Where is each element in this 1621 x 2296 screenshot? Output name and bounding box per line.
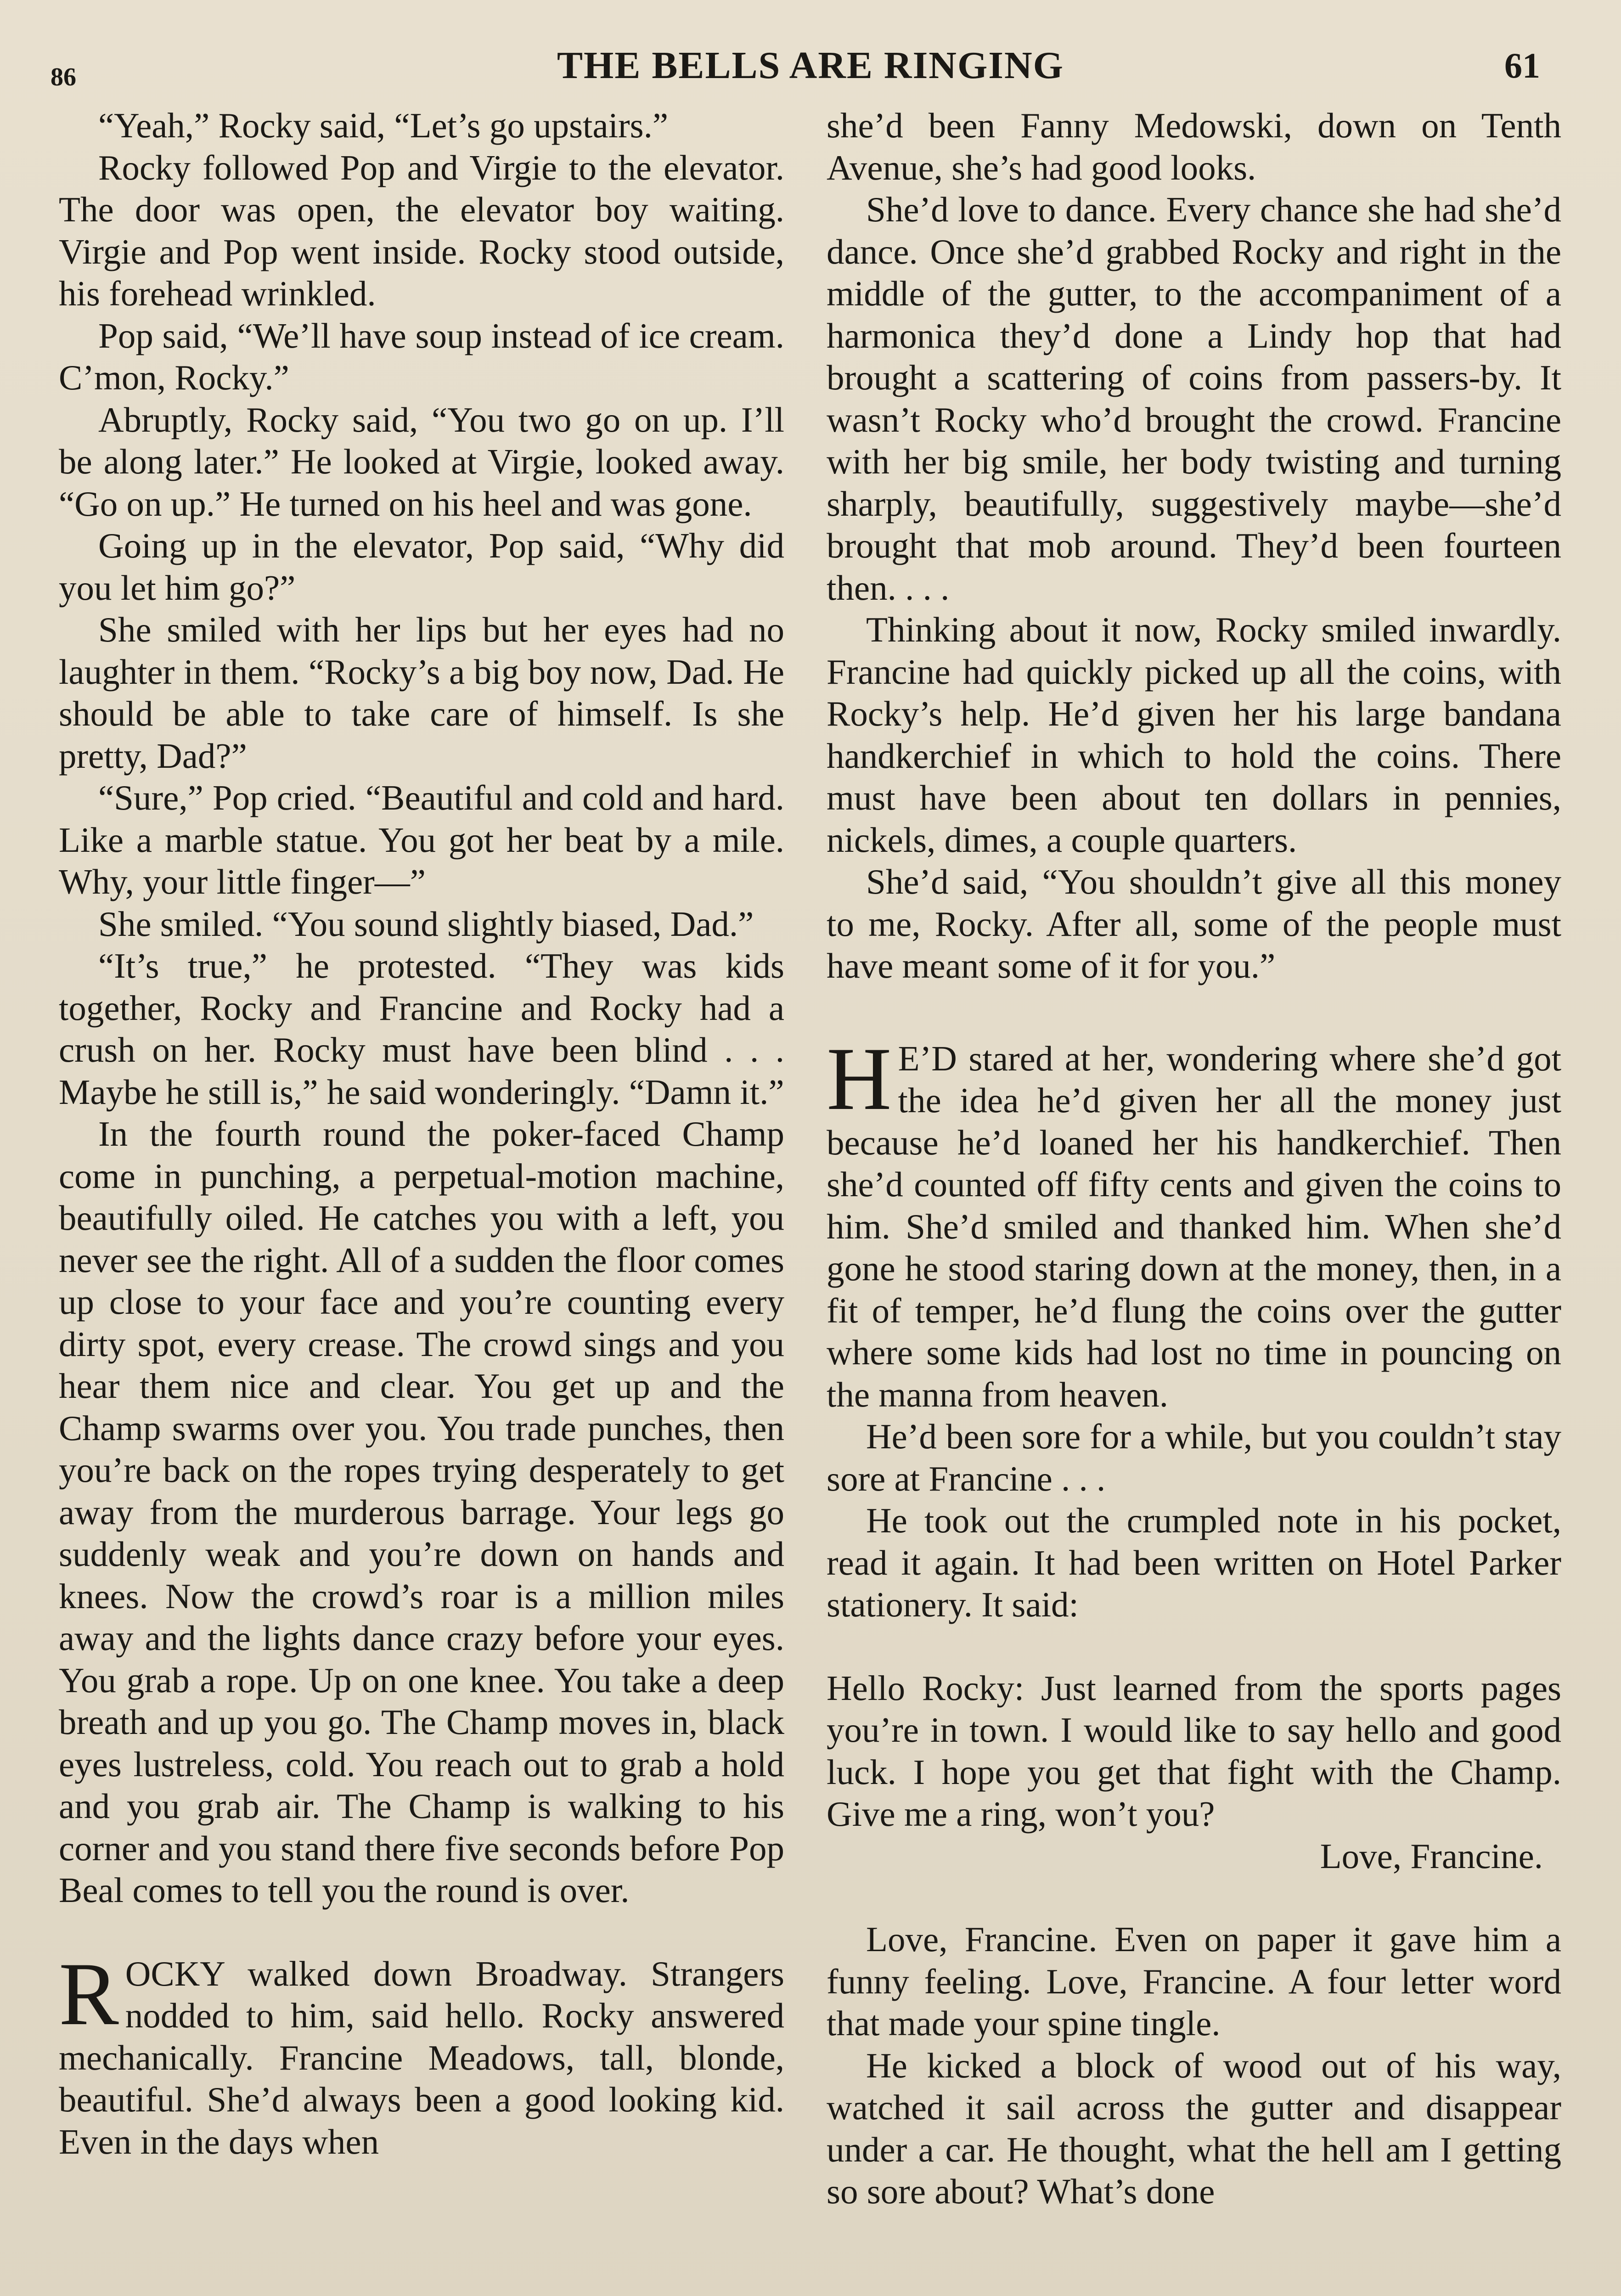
right-column (827, 105, 1561, 2296)
drop-cap: R (59, 1944, 119, 2044)
section-opening-paragraph (59, 1944, 784, 2163)
paragraph: She’d said, “You shouldn’t give all this money to me, Rocky. After all, some of the people must have meant some of it for you.” (827, 862, 1561, 985)
quoted-letter: Hello Rocky: Just learned from the sports pages you’re in town. I would like to say hello and good luck. I hope you get that fight with the Champ. Give me a ring, won’t you? (827, 1668, 1561, 1834)
paragraph: “Sure,” Pop cried. “Beautiful and cold and hard. Like a marble statue. You got her beat by a mile. Why, your little finger—” (59, 778, 784, 901)
letter-signoff: Love, Francine. (1320, 1836, 1543, 1876)
paragraph-continued: she’d been Fanny Medowski, down on Tenth Avenue, she’s had good looks. (827, 106, 1561, 187)
paragraph: Abruptly, Rocky said, “You two go on up. I’ll be along later.” He looked at Virgie, looked away. “Go on up.” He turned on his heel and was gone. (59, 400, 784, 523)
paragraph: “Yeah,” Rocky said, “Let’s go upstairs.” (98, 106, 669, 145)
paragraph-text: E’D stared at her, wondering where she’d got the idea he’d given her all the money just because he’d loaned her his handkerchief. Then she’d counted off fifty cents and given the coins to him. She’d smiled and thanked him. When she’d gone he stood staring down at the money, then, in a fit of temper, he’d flung the coins over the gutter where some kids had lost no time in pouncing on the manna from heaven. (827, 1038, 1561, 1414)
paragraph: She’d love to dance. Every chance she had she’d dance. Once she’d grabbed Rocky and right in the middle of the gutter, to the accompaniment of a harmonica they’d done a Lindy hop that had brought a scattering of coins from passers-by. It wasn’t Rocky who’d brought the crowd. Francine with her big smile, her body twisting and turning sharply, beautifully, suggestively maybe—she’d brought that mob around. They’d been fourteen then. . . . (827, 190, 1561, 608)
paragraph-text: OCKY walked down Broadway. Strangers nodded to him, said hello. Rocky answered mechanically. Francine Meadows, tall, blonde, beautiful. She’d always been a good looking kid. Even in the days when (59, 1953, 784, 2161)
paragraph: Pop said, “We’ll have soup instead of ice cream. C’mon, Rocky.” (59, 315, 784, 397)
paragraph: He’d been sore for a while, but you couldn’t stay sore at Francine . . . (827, 1417, 1561, 1498)
paragraph: Going up in the elevator, Pop said, “Why did you let him go?” (59, 526, 784, 608)
page-header (0, 40, 1621, 91)
paragraph: Rocky followed Pop and Virgie to the elevator. The door was open, the elevator boy waiting. Virgie and Pop went inside. Rocky stood outside, his forehead wrinkled. (59, 147, 784, 313)
drop-cap: H (827, 1029, 892, 1129)
letter-spacer (827, 1626, 1561, 1667)
paragraph: He kicked a block of wood out of his way, watched it sail across the gutter and disappear under a car. He thought, what the hell am I getting so sore about? What’s done (827, 2045, 1561, 2211)
page-number: 61 (1504, 45, 1540, 85)
paragraph: She smiled with her lips but her eyes had no laughter in them. “Rocky’s a big boy now, Dad. He should be able to take care of himself. Is she pretty, Dad?” (59, 610, 784, 776)
section-opening-paragraph (827, 1029, 1561, 1416)
letter-spacer (827, 1877, 1561, 1919)
section-break (59, 1912, 784, 1953)
running-title: THE BELLS ARE RINGING (557, 44, 1064, 87)
left-column (59, 105, 784, 2296)
folio-mark: 86 (51, 63, 76, 91)
paragraph: Thinking about it now, Rocky smiled inwardly. Francine had quickly picked up all the coins, with Rocky’s help. He’d given her his large bandana handkerchief in which to hold the coins. There must have been about ten dollars in pennies, nickels, dimes, a couple quarters. (827, 610, 1561, 860)
paragraph: Love, Francine. Even on paper it gave him a funny feeling. Love, Francine. A four letter word that made your spine tingle. (827, 1919, 1561, 2043)
section-break (827, 987, 1561, 1038)
paragraph: “It’s true,” he protested. “They was kids together, Rocky and Francine and Rocky had a crush on her. Rocky must have been blind . . . Maybe he still is,” he said wonderingly. “Damn it.” (59, 946, 784, 1112)
paragraph: She smiled. “You sound slightly biased, Dad.” (98, 904, 754, 944)
paragraph: He took out the crumpled note in his pocket, read it again. It had been written on Hotel Parker stationery. It said: (827, 1501, 1561, 1624)
paragraph: In the fourth round the poker-faced Champ come in punching, a perpetual-motion machine, beautifully oiled. He catches you with a left, you never see the right. All of a sudden the floor comes up close to your face and you’re counting every dirty spot, every crease. The crowd sings and you hear them nice and clear. You get up and the Champ swarms over you. You trade punches, then you’re back on the ropes trying desperately to get away from the murderous barrage. Your legs go suddenly weak and you’re down on hands and knees. Now the crowd’s roar is a million miles away and the lights dance crazy before your eyes. You grab a rope. Up on one knee. You take a deep breath and up you go. The Champ moves in, black eyes lustreless, cold. You reach out to grab a hold and you grab air. The Champ is walking to his corner and you stand there five seconds before Pop Beal comes to tell you the round is over. (59, 1114, 784, 1910)
